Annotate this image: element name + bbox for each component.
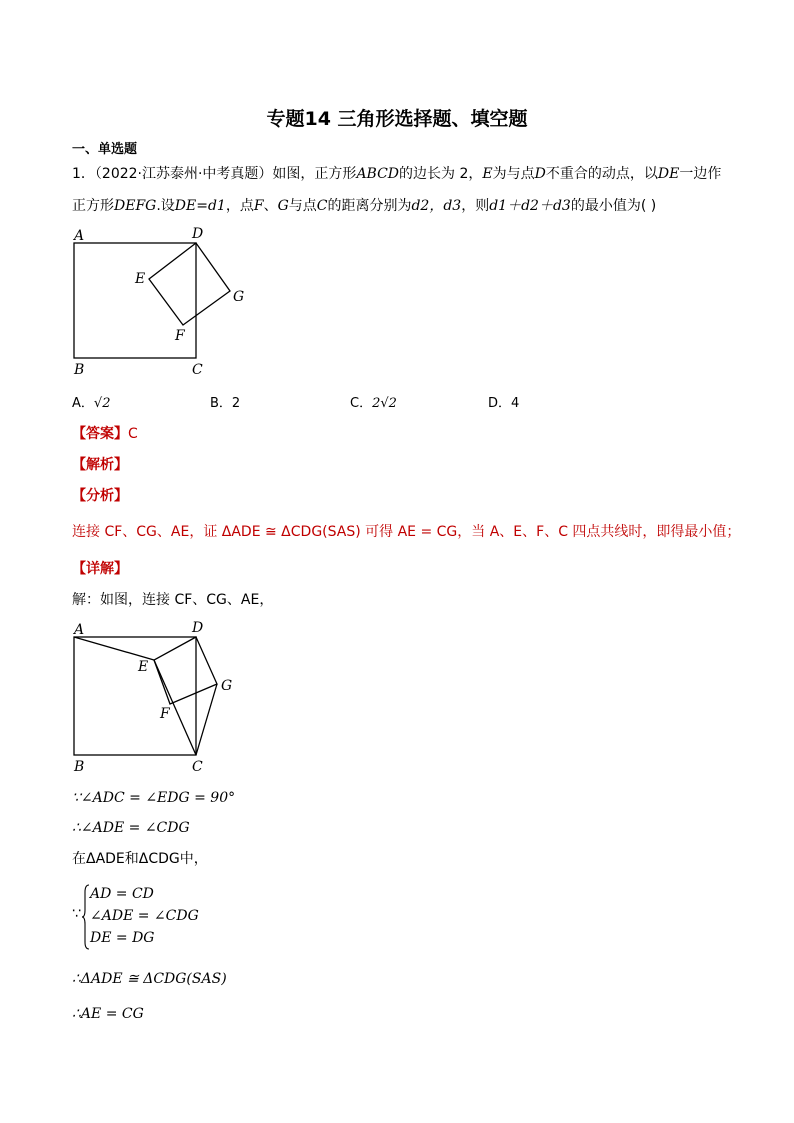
label-c: C bbox=[192, 362, 203, 378]
answer-line bbox=[72, 424, 138, 444]
option-b[interactable]: B．2 bbox=[210, 396, 241, 411]
label-e: E bbox=[135, 271, 146, 287]
label-b: B bbox=[74, 362, 85, 378]
label-a: A bbox=[74, 228, 85, 244]
math-e: E bbox=[482, 166, 493, 182]
label-d: D bbox=[192, 226, 204, 242]
step-4: ∴ΔADE ≅ ΔCDG(SAS) bbox=[72, 971, 227, 987]
figure-2-solution-diagram bbox=[72, 616, 262, 776]
condition-de-dg: DE = DG bbox=[90, 930, 155, 946]
step-2: ∴∠ADE = ∠CDG bbox=[72, 820, 190, 836]
label-a: A bbox=[74, 622, 85, 638]
page-title: 专题14 三角形选择题、填空题 bbox=[266, 108, 528, 130]
label-g: G bbox=[221, 678, 233, 694]
math-sum: d1＋d2＋d3 bbox=[489, 198, 571, 214]
question-line-2 bbox=[72, 196, 656, 216]
question-text: 1．（2022·江苏泰州·中考真题）如图，正方形 bbox=[72, 166, 357, 182]
question-text: 的边长为 2， bbox=[399, 166, 483, 182]
question-text: 一边作 bbox=[679, 166, 722, 182]
label-b: B bbox=[74, 759, 85, 775]
math-d: D bbox=[534, 166, 546, 182]
math-de: DE bbox=[657, 166, 680, 182]
fenxi-tag: 【分析】 bbox=[72, 488, 128, 504]
question-text: 的距离分别为 bbox=[327, 198, 412, 214]
analysis-tag: 【解析】 bbox=[72, 457, 128, 473]
answer-value: C bbox=[128, 426, 138, 442]
step-3: 在ΔADE和ΔCDG中， bbox=[72, 851, 208, 867]
left-brace bbox=[82, 884, 90, 950]
detail-intro: 解：如图，连接 CF、CG、AE， bbox=[72, 592, 274, 608]
math-f: F bbox=[253, 198, 264, 214]
question-text: .设 bbox=[156, 198, 175, 214]
math-abcd: ABCD bbox=[356, 166, 400, 182]
fenxi-text: 连接 CF、CG、AE，证 ΔADE ≅ ΔCDG(SAS) 可得 AE = CG，当 A、E、F、C 四点共线时，即得最小值； bbox=[72, 524, 741, 540]
question-text: 与点 bbox=[288, 198, 317, 214]
math-c: C bbox=[316, 198, 328, 214]
answer-tag: 【答案】 bbox=[72, 426, 128, 442]
because-symbol: ∵ bbox=[72, 906, 81, 922]
math-defg: DEFG bbox=[114, 198, 157, 214]
label-d: D bbox=[192, 620, 204, 636]
square-defg bbox=[154, 637, 217, 704]
math-d2-d3: d2，d3 bbox=[411, 198, 462, 214]
segment-ae bbox=[74, 637, 154, 660]
label-c: C bbox=[192, 759, 203, 775]
question-text: 的最小值为( ) bbox=[570, 198, 657, 214]
question-text: ，则 bbox=[461, 198, 490, 214]
label-g: G bbox=[233, 289, 245, 305]
detail-tag: 【详解】 bbox=[72, 561, 128, 577]
figure-1-square-diagram bbox=[72, 224, 262, 380]
square-defg bbox=[149, 243, 230, 325]
step-1: ∵∠ADC = ∠EDG = 90° bbox=[72, 790, 236, 806]
math-g: G bbox=[277, 198, 289, 214]
question-text: ，点 bbox=[225, 198, 254, 214]
segment-gc bbox=[196, 684, 217, 755]
option-a[interactable]: A．√2 bbox=[72, 396, 111, 411]
question-text: 不重合的动点，以 bbox=[545, 166, 658, 182]
section-heading: 一、单选题 bbox=[72, 142, 138, 157]
step-5: ∴AE = CG bbox=[72, 1006, 144, 1022]
label-e: E bbox=[138, 659, 149, 675]
question-line-1 bbox=[72, 164, 721, 184]
label-f: F bbox=[160, 706, 170, 722]
question-text: 为与点 bbox=[492, 166, 535, 182]
condition-ad-cd: AD = CD bbox=[90, 886, 154, 902]
math-de-d1: DE=d1 bbox=[174, 198, 226, 214]
question-text: 、 bbox=[263, 198, 278, 214]
question-text: 正方形 bbox=[72, 198, 114, 214]
condition-list bbox=[90, 884, 199, 950]
label-f: F bbox=[175, 328, 185, 344]
option-d[interactable]: D．4 bbox=[488, 396, 520, 411]
option-c[interactable]: C．2√2 bbox=[350, 396, 397, 411]
condition-angle: ∠ADE = ∠CDG bbox=[90, 908, 199, 924]
